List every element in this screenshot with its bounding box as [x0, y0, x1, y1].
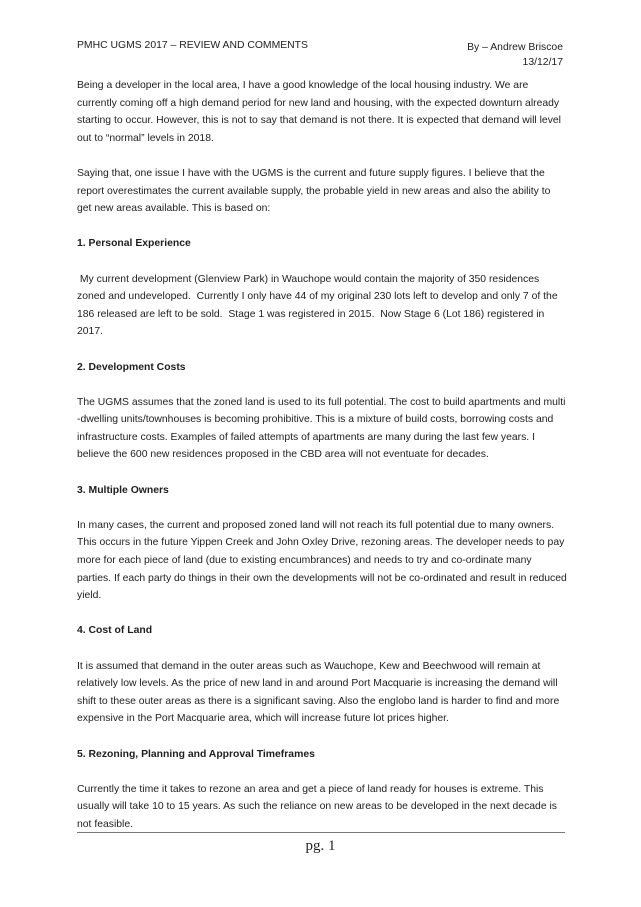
section-2-heading: 2. Development Costs — [77, 361, 186, 373]
document-body — [77, 77, 567, 851]
header-title: PMHC UGMS 2017 – REVIEW AND COMMENTS — [77, 40, 308, 51]
section-5-heading: 5. Rezoning, Planning and Approval Timeframes — [77, 748, 315, 760]
section-4-heading: 4. Cost of Land — [77, 625, 153, 637]
section-4-text: It is assumed that demand in the outer areas such as Wauchope, Kew and Beechwood will remain at relatively low levels. As the price of new land in and around Port Macquarie is increasing the demand will shift to these outer areas as there is a significant saving. Also the englobo land is harder to find and more expensive in the Port Macquarie area, which will increase future lot prices higher. — [77, 660, 560, 725]
section-1-heading: 1. Personal Experience — [77, 238, 191, 250]
page-number: pg. 1 — [305, 838, 336, 854]
header-date: 13/12/17 — [522, 57, 563, 68]
section-2-text: The UGMS assumes that the zoned land is used to its full potential. The cost to build apartments and multi -dwelling units/townhouses is becoming prohibitive. This is a mixture of build costs, borrowing costs and infrastructure costs. Examples of failed attempts of apartments are many during the last few years. I believe the 600 new residences proposed in the CBD area will not eventuate for decades. — [77, 396, 566, 461]
section-5-text: Currently the time it takes to rezone an area and get a piece of land ready for houses is extreme. This usually will take 10 to 15 years. As such the reliance on new areas to be developed in the next decade is not feasible. — [77, 783, 557, 830]
section-1-text: My current development (Glenview Park) in Wauchope would contain the majority of 350 residences zoned and undeveloped. Currently I only have 44 of my original 230 lots left to develop and only 7 of the 186 released are left to be sold. Stage 1 was registered in 2015. Now Stage 6 (Lot 186) registered in 2017. — [77, 273, 561, 338]
intro-paragraph-1: Being a developer in the local area, I have a good knowledge of the local housing industry. We are currently coming off a high demand period for new land and housing, with the expected downturn already starting to occur. However, this is not to say that demand is not there. It is expected that demand will level out to “normal” levels in 2018. — [77, 80, 561, 144]
section-3-text: In many cases, the current and proposed zoned land will not reach its full potential due to many owners. This occurs in the future Yippen Creek and John Oxley Drive, rezoning areas. The developer needs to pay more for each piece of land (due to existing encumbrances) and needs to try and co-ordinate many parties. If each party do things in their own the developments will not be co-ordinated and result in reduced yield. — [77, 519, 567, 602]
header-byline — [467, 40, 563, 70]
section-3-heading: 3. Multiple Owners — [77, 484, 169, 496]
header-author: By – Andrew Briscoe — [467, 42, 563, 53]
footer-divider — [77, 832, 565, 833]
intro-paragraph-2: Saying that, one issue I have with the UGMS is the current and future supply figures. I believe that the report overestimates the current available supply, the probable yield in new areas and also the ability to get new areas available. This is based on: — [77, 167, 551, 215]
